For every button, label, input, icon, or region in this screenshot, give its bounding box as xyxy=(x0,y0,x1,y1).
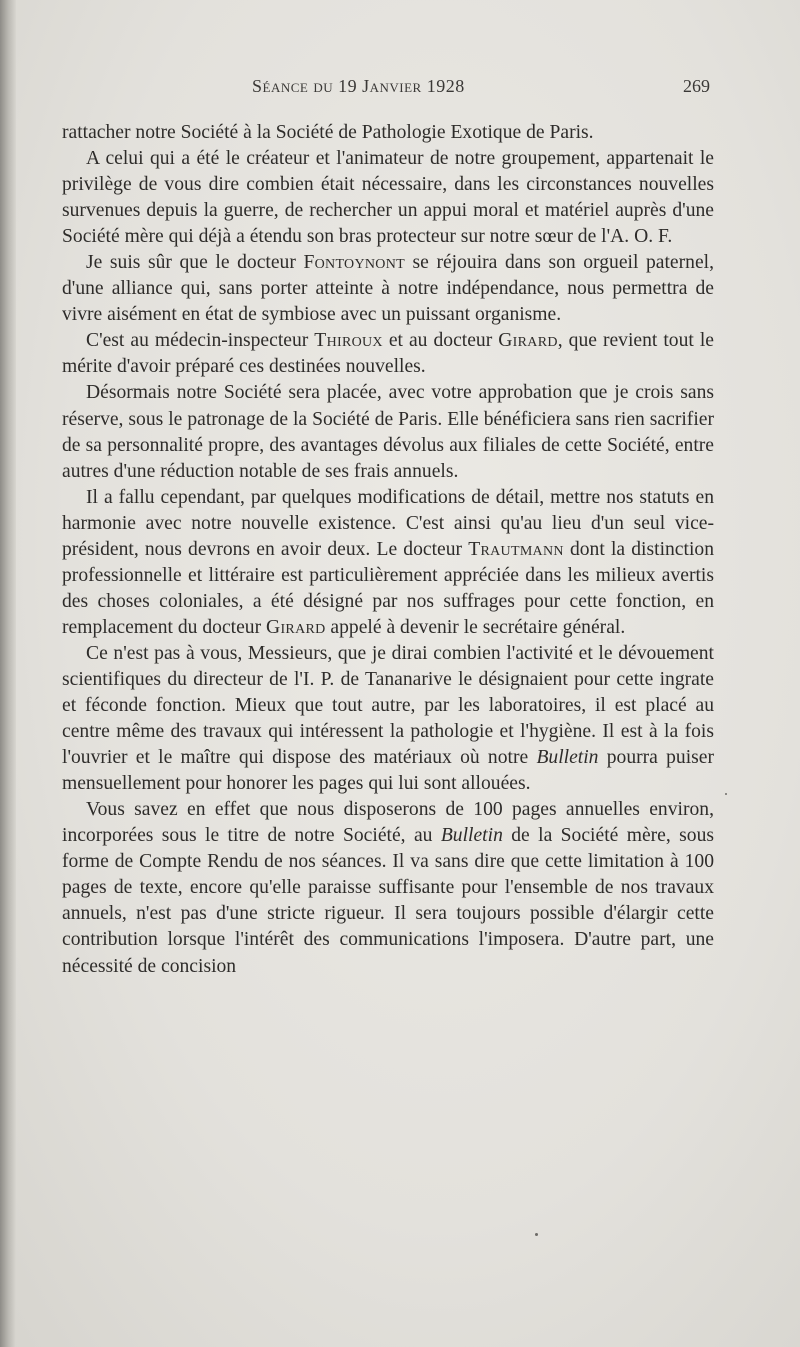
text-run: Il a fallu cependant, par quelques modifications de détail, mettre nos statuts en harmonie avec notre nouvelle existence. C'est ainsi qu'au lieu d'un seul vice-président, nous devrons en avoir deux. Le docteur xyxy=(62,486,714,560)
text-run: Désormais notre Société sera placée, avec votre approbation que je crois sans réserve, sous le patronage de la Société de Paris. Elle bénéficiera sans rien sacrifier de sa personnalité propre, des avantages dévolus aux filiales de cette Société, entre autres d'une réduction notable de ses frais annuels. xyxy=(62,382,714,482)
text-run: pourra puiser mensuellement pour honorer les pages qui lui sont allouées. xyxy=(62,747,714,795)
text-run: se réjouira dans son orgueil paternel, d'une alliance qui, sans porter atteinte à notre indépendance, nous permettra de vivre aisément en état de symbiose avec un puissant organisme. xyxy=(62,252,714,326)
body-text xyxy=(62,120,714,980)
italic-title: Bulletin xyxy=(440,825,503,847)
italic-title: Bulletin xyxy=(536,747,599,769)
paragraph xyxy=(62,328,714,380)
page-header xyxy=(62,76,712,106)
paragraph xyxy=(62,146,714,250)
print-speck xyxy=(725,793,727,795)
text-run: Vous savez en effet que nous disposerons de 100 pages annuelles environ, incorporées sous le titre de notre Société, au xyxy=(62,799,714,847)
paragraph xyxy=(62,641,714,797)
text-run: Je suis sûr que le docteur xyxy=(86,252,304,274)
running-head: Séance du 19 Janvier 1928 xyxy=(252,76,465,96)
proper-name: Girard xyxy=(266,616,326,638)
page-number: 269 xyxy=(683,76,710,96)
proper-name: Fontoynont xyxy=(303,252,405,274)
paragraph xyxy=(62,485,714,641)
text-run: dont la distinction professionnelle et littéraire est particulièrement appréciée dans les milieux avertis des choses coloniales, a été désigné par nos suffrages pour cette fonction, en remplacement du docteur xyxy=(62,538,714,638)
paragraph xyxy=(62,380,714,484)
paragraph xyxy=(62,250,714,328)
print-speck xyxy=(535,1233,538,1236)
text-run: C'est au médecin-inspecteur xyxy=(86,330,315,352)
proper-name: Girard xyxy=(498,330,558,352)
text-run: Ce n'est pas à vous, Messieurs, que je dirai combien l'activité et le dévouement scientifiques du directeur de l'I. P. de Tananarive le désignaient pour cette ingrate et féconde fonction. Mieux que tout autre, par les laboratoires, il est placé au centre même des travaux qui intéressent la pathologie et l'hygiène. Il est à la fois l'ouvrier et le maître qui dispose des matériaux où notre xyxy=(62,642,714,769)
text-run: , que revient tout le mérite d'avoir préparé ces destinées nouvelles. xyxy=(62,330,714,378)
paragraph xyxy=(62,797,714,979)
paragraph xyxy=(62,120,714,146)
text-run: A celui qui a été le créateur et l'animateur de notre groupement, appartenait le privilège de vous dire combien était nécessaire, dans les circonstances nouvelles survenues depuis la guerre, de rechercher un appui moral et matériel auprès d'une Société mère qui déjà a étendu son bras protecteur sur notre sœur de l'A. O. F. xyxy=(62,148,714,248)
proper-name: Trautmann xyxy=(468,538,564,560)
proper-name: Thiroux xyxy=(314,330,383,352)
text-run: et au docteur xyxy=(382,330,499,352)
text-run: rattacher notre Société à la Société de Pathologie Exotique de Paris. xyxy=(62,122,594,143)
text-run: appelé à devenir le secrétaire général. xyxy=(325,616,626,638)
text-run: de la Société mère, sous forme de Compte Rendu de nos séances. Il va sans dire que cette limitation à 100 pages de texte, encore qu'elle paraisse suffisante pour l'ensemble de nos travaux annuels, n'est pas d'une stricte rigueur. Il sera toujours possible d'élargir cette contribution lorsque l'intérêt des communications l'imposera. D'autre part, une nécessité de concision xyxy=(62,825,715,977)
binding-gutter xyxy=(0,0,16,1347)
